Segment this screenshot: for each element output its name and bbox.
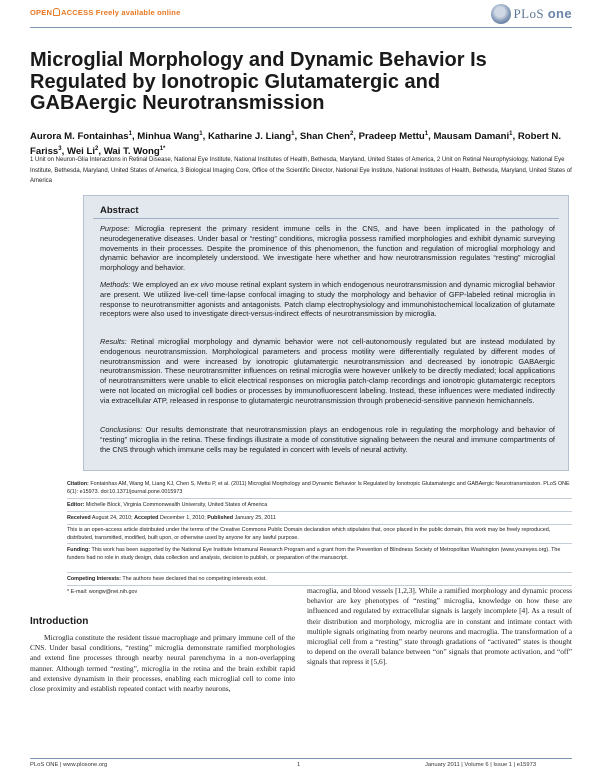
header-divider [30,27,572,28]
author-name: Aurora M. Fontainhas [30,131,129,143]
author-affiliation-marker: 1 [291,131,295,137]
meta-divider [67,524,572,525]
methods-italic: ex vivo [190,280,214,289]
meta-divider [67,543,572,544]
published-date: January 25, 2011 [234,515,276,521]
author-name: Wai T. Wong [103,146,160,158]
accepted-date: December 1, 2010; [159,515,206,521]
editor [67,501,572,509]
intro-left-column: Microglia constitute the resident tissue macrophage and primary immune cell of the CNS. Under basal conditions, “resting” microglia demonstrate ramified morphologies and extend fine processes through nearby neural parenchyma in a non-overlapping manner. Although termed “resting”, microglia in the retina and the brain exhibit rapid and extensive dynamism in their processes, enabling each microglial cell to come into close proximity and establish repeated contact with nearby neurons, [30,633,295,694]
abstract-results [100,337,555,406]
conclusions-label: Conclusions: [100,425,143,434]
open-access-open: OPEN [30,8,53,17]
author-list: Aurora M. Fontainhas$^1$, Minhua Wang$^1$, Katharine J. Liang$^1$, Shan Chen$^2$, Pradeep Mettu$^1$, Mausam Damani$^1$, Robert N. Fariss$^3$, Wei Li$^2$, Wai T. Wong$^{1*}$ [30,131,562,158]
affiliations: 1 Unit on Neuron-Glia Interactions in Retinal Disease, National Eye Institute, National Institutes of Health, Bethesda, Maryland, United States of America, 2 Unit on Retinal Neurophysiology, National Eye Institute, Bethesda, Maryland, United States of America, 3 Biological Imaging Core, Office of the Scientific Director, National Eye Institute, National Institutes of Health, Bethesda, Maryland, United States of America [30,157,572,184]
methods-pre: We employed an [132,280,189,289]
author-name: Minhua Wang [137,131,200,143]
author-affiliation-marker: 1 [199,131,203,137]
conclusions-text: Our results demonstrate that neurotransmission plays an endogenous role in regulating the morphology and behavior of “resting” microglia in the retina. These findings illustrate a mode of constitutive signaling between the neural and immune compartments of the CNS through which immune cells may be regulated in concert with levels of neural activity. [100,425,555,454]
author-affiliation-marker: 1* [159,146,166,153]
author-affiliation-marker: 3 [58,146,62,153]
abstract-purpose [100,224,555,273]
competing-text: The authors have declared that no competing interests exist. [122,576,267,582]
footer-divider [30,758,572,759]
citation-label: Citation: [67,481,89,487]
purpose-text: Microglia represent the primary resident immune cells in the CNS, and have been implicated in the pathology of neurodegenerative diseases. Under basal or “resting” conditions, microglia possess ramified morphologies and exhibit dynamic surveying movements in their processes. Despite the prominence of this phenomenon, the function and regulation of microglial morphology and dynamic behavior are incompletely understood. We investigate here whether and how neurotransmission regulates “resting” microglial morphology and behavior. [100,224,555,273]
dates [67,514,572,522]
funding-text: This work has been supported by the National Eye Institute Intramural Research Program and a grant from the Prevention of Blindness Society of Metropolitan Washington (www.youreyes.org). The funders had no role in study design, data collection and analysis, decision to publish, or preparation of the manuscript. [67,547,561,561]
author-name: Pradeep Mettu [358,131,425,143]
editor-text: Michelle Block, Virginia Commonwealth University, United States of America [85,502,268,508]
funding [67,546,572,562]
footer-journal: PLoS ONE | www.plosone.org [30,762,108,768]
funding-label: Funding: [67,547,91,553]
author-name: Wei Li [66,146,96,158]
author-name: Katharine J. Liang [207,131,292,143]
received-date: August 24, 2010; [91,515,133,521]
author-affiliation-marker: 2 [349,131,354,137]
methods-text: mouse retinal explant system in which endogenous neurotransmission and dynamic microglial behavior are present. We utilized live-cell time-lapse confocal imaging to study the morphology and behavior of GFP-labeled retinal microglia in response to neurotransmitter agonists and antagonists. Patch clamp electrophysiology and immunohistochemical localization of glutamate receptors were also used to investigate direct-versus-indirect effects of neurotransmission by microglia. [100,280,555,319]
author-affiliation-marker: 1 [509,131,513,137]
logo-plos: PLoS [513,6,545,21]
footer-issue: January 2011 | Volume 6 | Issue 1 | e15973 [425,762,537,768]
received-label: Received [67,515,91,521]
author-name: Mausam Damani [433,131,510,143]
purpose-label: Purpose: [100,224,130,233]
open-lock-icon [53,8,60,16]
methods-label: Methods: [100,280,131,289]
abstract-heading: Abstract [100,205,139,216]
author-affiliation-marker: 2 [95,146,99,153]
editor-label: Editor: [67,502,85,508]
citation [67,480,572,496]
email: * E-mail: wongw@nei.nih.gov [67,589,138,595]
results-text: Retinal microglial morphology and dynamic behavior were not cell-autonomously regulated but are instead modulated by endogenous neurotransmission. Morphological parameters and process motility were differentially regulated by different modes of neurotransmission and were increased by ionotropic glutamatergic neurotransmission and decreased by ionotropic GABAergic neurotransmission. These neurotransmitter influences on retinal microglia were however unlikely to be directly mediated; local applications of neurotransmitters were unable to elicit electrical responses on microglia patch-clamp recordings and ionotropic glutamatergic receptors were not located on microglial cell bodies or processes by immunofluorescent labeling. Instead, these influences were mediated indirectly via extracellular ATP, released in response to glutamatergic neurotransmission through probenecid-sensitive pannexin hemichannels. [100,337,555,405]
plos-globe-icon [491,4,511,24]
paper-title: Microglial Morphology and Dynamic Behavior Is Regulated by Ionotropic Glutamatergic and GABAergic Neurotransmission [30,49,487,114]
intro-right-column: macroglia, and blood vessels [1,2,3]. While a ramified morphology and dynamic process behavior are key phenotypes of “resting” microglia, knowledge on how these are influenced and regulated by extracellular signals is largely incomplete [4]. As a result of their distribution and morphology, microglia are in constant and intimate contact with multiple signals originating from nearby neurons and macroglia. The transformation of a microglial cell from a “resting” state through gradations of “activated” states is thought to depend on the overall balance between “on” signals that promote activation, and “off” signals that repress it [5,6]. [307,586,572,667]
license: This is an open-access article distributed under the terms of the Creative Commons Public Domain declaration which stipulates that, once placed in the public domain, this work may be freely reproduced, distributed, transmitted, modified, built upon, or otherwise used by anyone for any lawful purpose. [67,527,551,541]
meta-divider [67,498,572,499]
accepted-label: Accepted [134,515,159,521]
meta-divider [67,511,572,512]
page-number: 1 [297,762,301,768]
results-label: Results: [100,337,127,346]
author-name: Robert N. Fariss [30,131,562,158]
competing-interests [67,575,572,583]
author-affiliation-marker: 1 [128,131,132,137]
published-label: Published [207,515,234,521]
abstract-methods [100,280,555,319]
author-name: Shan Chen [299,131,350,143]
logo-one: one [547,6,572,21]
open-access-badge [30,8,180,17]
author-affiliation-marker: 1 [424,131,429,137]
meta-divider [67,572,572,573]
open-access-text: ACCESS Freely available online [61,8,181,17]
competing-label: Competing Interests: [67,576,121,582]
abstract-divider [93,218,559,219]
introduction-heading: Introduction [30,616,89,627]
abstract-conclusions [100,425,555,454]
citation-text: Fontainhas AM, Wang M, Liang KJ, Chen S, Mettu P, et al. (2011) Microglial Morphology and Dynamic Behavior Is Regulated by Ionotropic Glutamatergic and GABAergic Neurotransmission. PLoS ONE 6(1): e15973. doi:10.1371/journal.pone.0015973 [67,481,570,495]
plos-one-logo [491,4,572,24]
